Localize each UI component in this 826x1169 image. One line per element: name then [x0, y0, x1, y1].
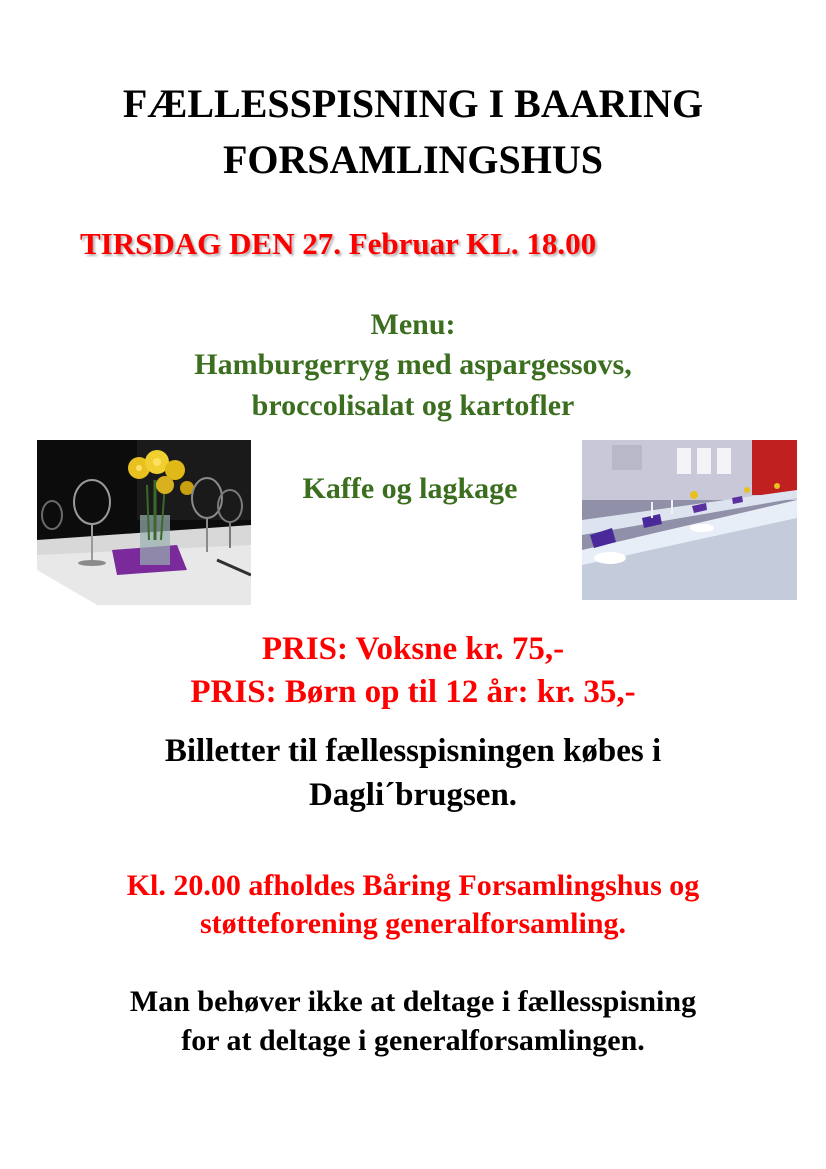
note-line-2: for at deltage i generalforsamlingen.	[181, 1024, 645, 1057]
assembly-line-2: støtteforening generalforsamling.	[199, 907, 627, 940]
hall-photo	[582, 440, 797, 600]
price-adults: PRIS: Voksne kr. 75,-	[261, 631, 565, 667]
table-setting-image	[37, 440, 251, 605]
page-title-line-1: FÆLLESSPISNING I BAARING	[122, 81, 704, 126]
menu-dessert: Kaffe og lagkage	[302, 472, 518, 505]
tickets-line-2: Dagli´brugsen.	[308, 777, 518, 813]
assembly-line-1: Kl. 20.00 afholdes Båring Forsamlingshus og	[126, 869, 700, 902]
page-title-line-2: FORSAMLINGSHUS	[222, 137, 604, 182]
tickets-line-1: Billetter til fællesspisningen købes i	[164, 733, 662, 769]
note-line-1: Man behøver ikke at deltage i fællesspisning	[129, 985, 697, 1018]
hall-image	[582, 440, 797, 600]
table-setting-photo	[37, 440, 251, 605]
menu-heading: Menu:	[370, 308, 456, 341]
menu-main-line-2: broccolisalat og kartofler	[251, 389, 575, 422]
event-date-time: TIRSDAG DEN 27. Februar KL. 18.00	[80, 226, 597, 261]
price-children: PRIS: Børn op til 12 år: kr. 35,-	[190, 674, 636, 710]
menu-main-line-1: Hamburgerryg med aspargessovs,	[194, 348, 632, 381]
